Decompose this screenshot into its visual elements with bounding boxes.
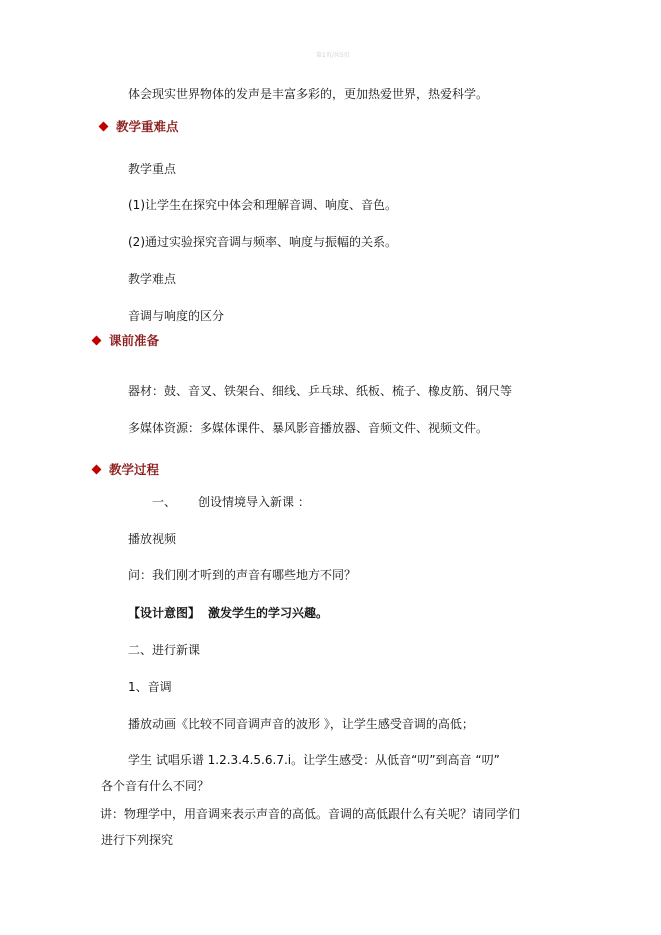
step2-text: 二、进行新课 xyxy=(128,643,201,657)
sub1-text: 1、音调 xyxy=(128,680,172,694)
difficulty-text: 音调与响度的区分 xyxy=(128,309,225,323)
animation-text: 播放动画《比较不同音调声音的波形 》，让学生感受音调的高低； xyxy=(128,717,474,731)
intro-text: 体会现实世界物体的发声是丰富多彩的，更加热爱世界，热爱科学。 xyxy=(128,87,489,101)
lecture-line-2: 进行下列探究 xyxy=(101,833,174,847)
diamond-bullet-icon xyxy=(99,122,109,132)
lecture-line-1: 讲：物理学中，用音调来表示声音的高低。音调的高低跟什么有关呢？请同学们 xyxy=(100,807,521,821)
question-text: 问：我们刚才听到的声音有哪些地方不同？ xyxy=(128,568,357,582)
step1-number: 一、 xyxy=(152,495,177,509)
media-text: 多媒体资源：多媒体课件、暴风影音播放器、音频文件、视频文件。 xyxy=(128,421,489,435)
heading-process: 教学过程 xyxy=(93,462,159,478)
play-video-text: 播放视频 xyxy=(128,532,177,546)
design-intent xyxy=(128,605,328,621)
sing-line-2: 各个音有什么不同？ xyxy=(101,779,210,793)
step1-line xyxy=(152,494,310,510)
design-intent-text: 激发学生的学习兴趣。 xyxy=(208,606,329,620)
sing-line-1: 学生 试唱乐谱 1.2.3.4.5.6.7.i。让学生感受：从低音“叨”到高音 “叨” xyxy=(128,753,500,767)
step1-title: 创设情境导入新课 ： xyxy=(198,495,310,509)
page-watermark: 第1页/共5页 xyxy=(316,52,350,59)
heading-key-points: 教学重难点 xyxy=(100,119,179,135)
focus-item-2: (2)通过实验探究音调与频率、响度与振幅的关系。 xyxy=(128,235,397,249)
focus-item-1: (1)让学生在探究中体会和理解音调、响度、音色。 xyxy=(128,198,397,212)
design-intent-label: 【设计意图】 xyxy=(128,606,201,620)
diamond-bullet-icon xyxy=(92,465,102,475)
difficulty-label: 教学难点 xyxy=(128,272,177,286)
equipment-text: 器材：鼓、音叉、铁架台、细线、乒乓球、纸板、梳子、橡皮筋、钢尺等 xyxy=(128,384,513,398)
diamond-bullet-icon xyxy=(92,336,102,346)
heading-prep: 课前准备 xyxy=(93,333,159,349)
focus-label: 教学重点 xyxy=(128,162,177,176)
